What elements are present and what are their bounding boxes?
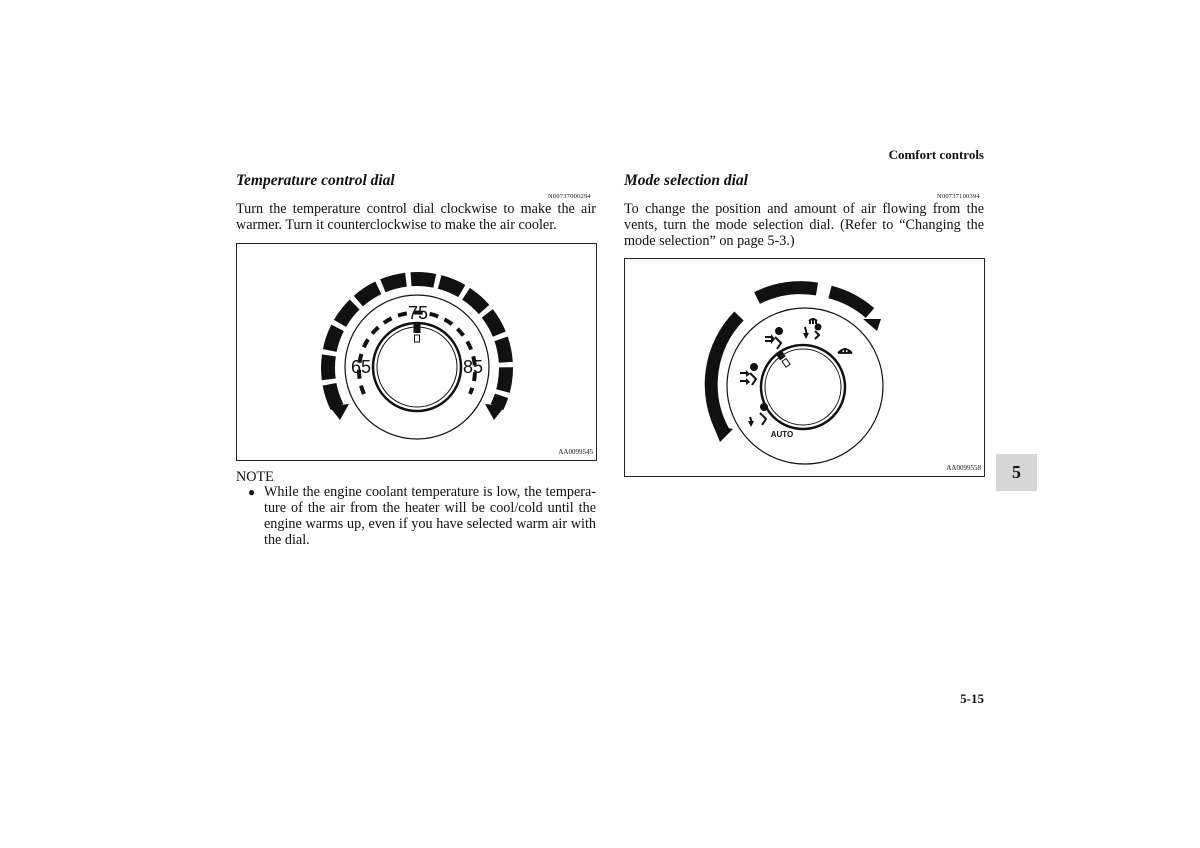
temperature-dial-figure <box>236 243 597 461</box>
mode-dial-heading: Mode selection dial <box>624 172 748 189</box>
temperature-dial-description: Turn the temperature control dial clockwise to make the air warmer. Turn it counterclockwise to make the air cooler. <box>236 201 596 233</box>
temperature-section-code: N00737000294 <box>548 193 591 200</box>
chapter-tab: 5 <box>996 454 1037 491</box>
section-header: Comfort controls <box>888 147 984 162</box>
foot-vent-icon <box>748 404 767 427</box>
mode-dial-description: To change the position and amount of air flowing from the vents, turn the mode selection dial. (Refer to “Changing the mode selection” on page 5-3.) <box>624 201 984 249</box>
mode-dial-illustration <box>625 259 984 476</box>
temperature-figure-code: AA0099545 <box>558 448 593 456</box>
defrost-icon <box>838 348 852 353</box>
bi-level-vent-icon <box>740 364 757 385</box>
face-vent-icon <box>765 328 782 349</box>
temperature-label-high: 85 <box>462 357 484 377</box>
note-text: While the engine coolant temperature is low, the tempera-ture of the air from the heater will be cool/cold until the engine warms up, even if you have selected warm air with the dial. <box>264 484 596 548</box>
mode-dial-figure <box>624 258 985 477</box>
temperature-dial-heading: Temperature control dial <box>236 172 395 189</box>
temperature-label-low: 65 <box>350 357 372 377</box>
temperature-label-mid: 75 <box>407 303 429 323</box>
auto-label: AUTO <box>770 430 794 439</box>
mode-section-code: N00737100394 <box>937 193 980 200</box>
mode-figure-code: AA0099558 <box>946 464 981 472</box>
bullet-icon: ● <box>248 485 256 499</box>
page-number: 5-15 <box>960 691 984 706</box>
foot-defrost-icon <box>803 319 821 339</box>
note-label: NOTE <box>236 469 274 485</box>
temperature-dial-illustration <box>237 244 596 460</box>
note-item <box>236 484 596 548</box>
